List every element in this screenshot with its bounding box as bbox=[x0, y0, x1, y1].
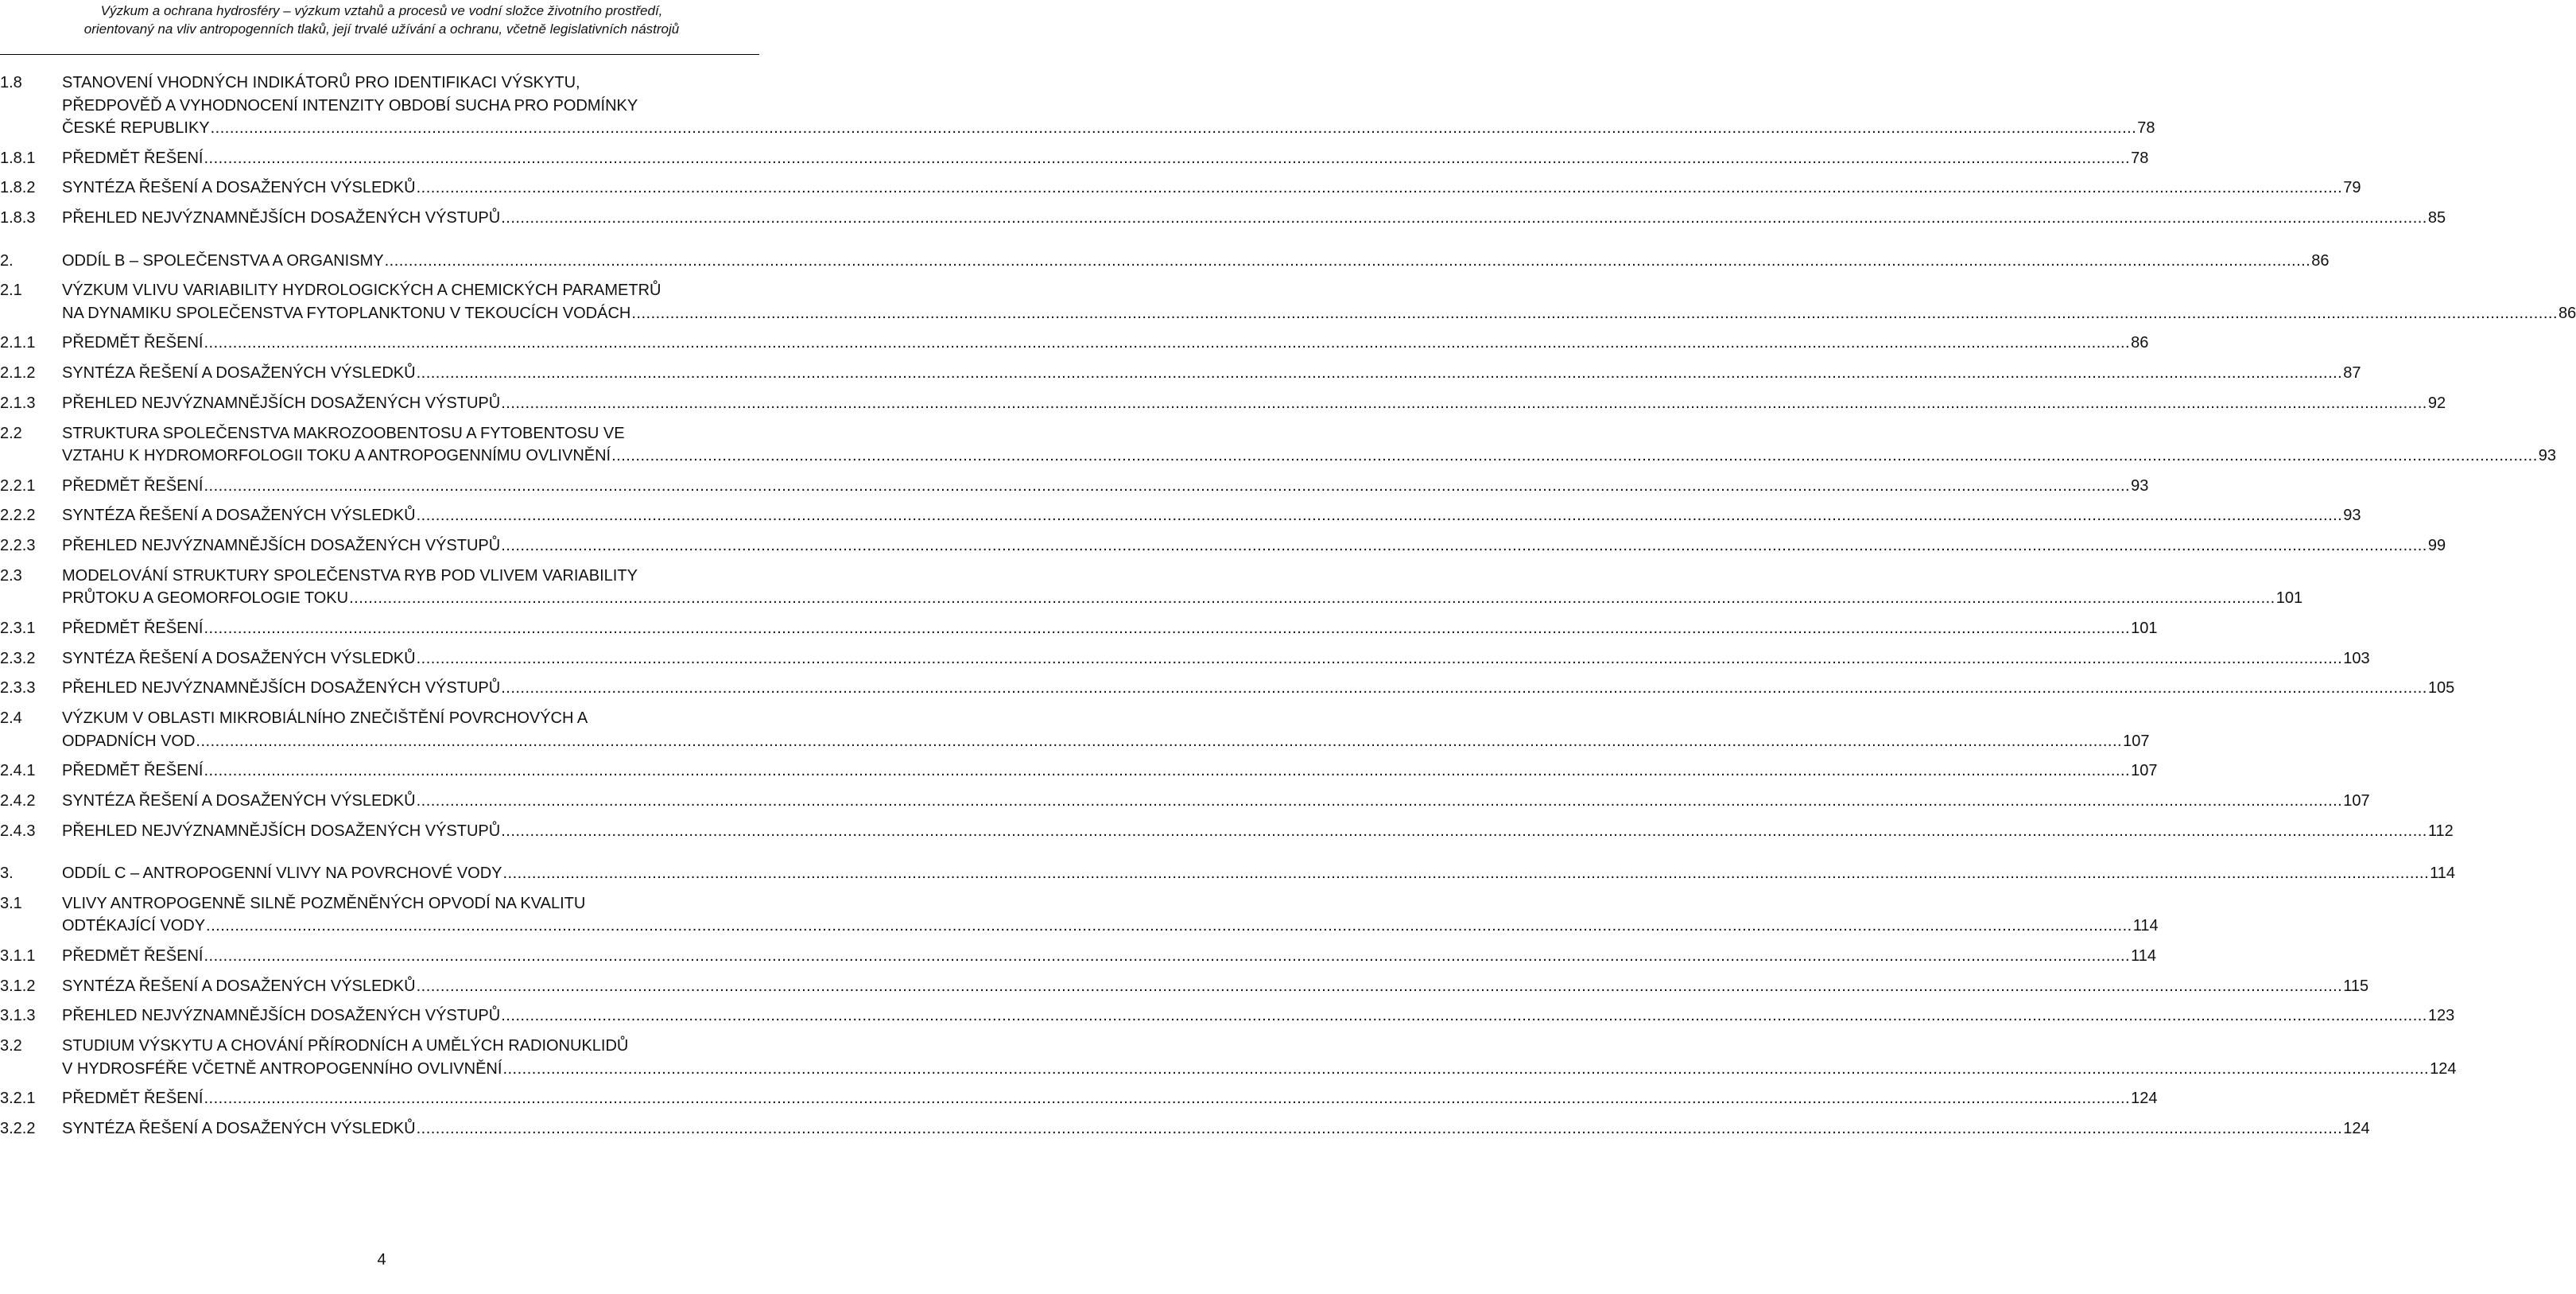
toc-entry-leader-row bbox=[62, 302, 2576, 325]
table-of-contents bbox=[0, 72, 2576, 1148]
toc-entry-title-line: SYNTÉZA ŘEŠENÍ A DOSAŽENÝCH VÝSLEDKŮ bbox=[62, 179, 416, 197]
toc-entry-title-line: VÝZKUM V OBLASTI MIKROBIÁLNÍHO ZNEČIŠTĚNÍ POVRCHOVÝCH A bbox=[62, 709, 588, 727]
toc-entry[interactable] bbox=[0, 707, 2150, 752]
toc-entry-page: 101 bbox=[2275, 589, 2303, 608]
toc-entry-leader-row bbox=[62, 760, 2158, 783]
toc-entry-number: 1.8 bbox=[0, 74, 22, 91]
toc-entry-leader-row bbox=[62, 250, 2330, 273]
toc-entry-number: 2.2.3 bbox=[0, 537, 36, 555]
header-divider bbox=[0, 54, 759, 55]
toc-entry-leader-row bbox=[62, 392, 2446, 415]
toc-entry-title-line: VLIVY ANTROPOGENNĚ SILNĚ POZMĚNĚNÝCH OPVODÍ NA KVALITU bbox=[62, 894, 586, 912]
dot-leader: ................................................................................................................................................................................................................................................................................................................................................................................................................ bbox=[502, 865, 2430, 883]
toc-entry-title-line: PŘEHLED NEJVÝZNAMNĚJŠÍCH DOSAŽENÝCH VÝSTUPŮ bbox=[62, 679, 501, 698]
running-header bbox=[0, 2, 763, 38]
toc-entry-number: 2.1 bbox=[0, 282, 22, 300]
toc-entry-title-line: SYNTÉZA ŘEŠENÍ A DOSAŽENÝCH VÝSLEDKŮ bbox=[62, 1119, 416, 1137]
dot-leader: ................................................................................................................................................................................................................................................................................................................................................................................................................ bbox=[204, 762, 2131, 780]
toc-entry[interactable] bbox=[0, 790, 2370, 813]
toc-entry-number: 2.3.2 bbox=[0, 649, 36, 667]
toc-entry-leader-row bbox=[62, 475, 2149, 498]
toc-entry-number: 3.1.2 bbox=[0, 977, 36, 995]
toc-entry[interactable] bbox=[0, 975, 2369, 998]
toc-entry[interactable] bbox=[0, 147, 2149, 170]
toc-entry-leader-row bbox=[62, 915, 2159, 938]
dot-leader: ................................................................................................................................................................................................................................................................................................................................................................................................................ bbox=[196, 732, 2123, 750]
toc-entry-number: 3.1.3 bbox=[0, 1007, 36, 1025]
toc-entry-page: 124 bbox=[2131, 1090, 2158, 1108]
toc-entry-leader-row bbox=[62, 207, 2446, 230]
toc-entry-title-line: PŘEDMĚT ŘEŠENÍ bbox=[62, 762, 204, 780]
toc-entry-page: 112 bbox=[2427, 822, 2454, 840]
toc-entry-page: 78 bbox=[2137, 119, 2155, 137]
dot-leader: ................................................................................................................................................................................................................................................................................................................................................................................................................ bbox=[416, 364, 2343, 383]
toc-entry-number: 3.1 bbox=[0, 894, 22, 912]
dot-leader: ................................................................................................................................................................................................................................................................................................................................................................................................................ bbox=[611, 447, 2538, 464]
toc-entry-number: 3. bbox=[0, 865, 14, 883]
toc-entry-page: 99 bbox=[2427, 537, 2446, 555]
toc-entry-leader-row bbox=[62, 445, 2557, 468]
dot-leader: ................................................................................................................................................................................................................................................................................................................................................................................................................ bbox=[501, 822, 2427, 840]
toc-entry-title-line: VZTAHU K HYDROMORFOLOGII TOKU A ANTROPOGENNÍMU OVLIVNĚNÍ bbox=[62, 447, 611, 464]
toc-entry-page: 79 bbox=[2343, 179, 2361, 197]
toc-entry[interactable] bbox=[0, 617, 2158, 640]
toc-entry-title-line: NA DYNAMIKU SPOLEČENSTVA FYTOPLANKTONU V TEKOUCÍCH VODÁCH bbox=[62, 304, 631, 322]
toc-entry[interactable] bbox=[0, 647, 2370, 670]
toc-entry[interactable] bbox=[0, 177, 2361, 200]
toc-entry-title-line: SYNTÉZA ŘEŠENÍ A DOSAŽENÝCH VÝSLEDKŮ bbox=[62, 364, 416, 383]
toc-entry-number: 2.4 bbox=[0, 709, 22, 727]
toc-entry-title-line: ODDÍL C – ANTROPOGENNÍ VLIVY NA POVRCHOVÉ VODY bbox=[62, 865, 502, 883]
toc-entry-title-line: PŘEHLED NEJVÝZNAMNĚJŠÍCH DOSAŽENÝCH VÝSTUPŮ bbox=[62, 537, 501, 555]
toc-entry-title-line: STANOVENÍ VHODNÝCH INDIKÁTORŮ PRO IDENTIFIKACI VÝSKYTU, bbox=[62, 74, 580, 91]
toc-entry-page: 101 bbox=[2131, 619, 2158, 637]
toc-entry-page: 87 bbox=[2343, 364, 2361, 383]
toc-entry[interactable] bbox=[0, 392, 2446, 415]
toc-entry-page: 86 bbox=[2311, 251, 2330, 270]
toc-entry-title-line: SYNTÉZA ŘEŠENÍ A DOSAŽENÝCH VÝSLEDKŮ bbox=[62, 507, 416, 525]
toc-entry-leader-row bbox=[62, 647, 2370, 670]
toc-entry-page: 124 bbox=[2343, 1119, 2370, 1137]
toc-entry-page: 114 bbox=[2430, 865, 2456, 883]
toc-entry-page: 123 bbox=[2427, 1007, 2455, 1025]
toc-entry-title-line: V HYDROSFÉŘE VČETNĚ ANTROPOGENNÍHO OVLIVNĚNÍ bbox=[62, 1059, 502, 1078]
toc-entry-title-line: MODELOVÁNÍ STRUKTURY SPOLEČENSTVA RYB POD VLIVEM VARIABILITY bbox=[62, 566, 638, 585]
toc-entry-title-line: PŘEDMĚT ŘEŠENÍ bbox=[62, 1090, 204, 1108]
dot-leader: ................................................................................................................................................................................................................................................................................................................................................................................................................ bbox=[416, 507, 2343, 525]
toc-entry-title-line: PŘEHLED NEJVÝZNAMNĚJŠÍCH DOSAŽENÝCH VÝSTUPŮ bbox=[62, 209, 501, 227]
toc-entry-page: 92 bbox=[2427, 394, 2446, 412]
dot-leader: ................................................................................................................................................................................................................................................................................................................................................................................................................ bbox=[210, 119, 2137, 137]
toc-entry[interactable] bbox=[0, 565, 2303, 610]
header-line-2: orientovaný na vliv antropogenních tlaků, její trvalé užívání a ochranu, včetně legislativních nástrojů bbox=[83, 21, 680, 37]
toc-entry-number: 3.2.2 bbox=[0, 1119, 36, 1137]
toc-entry-title-line: PŘEHLED NEJVÝZNAMNĚJŠÍCH DOSAŽENÝCH VÝSTUPŮ bbox=[62, 1007, 501, 1025]
toc-entry-page: 107 bbox=[2343, 791, 2370, 810]
toc-entry-page: 86 bbox=[2559, 304, 2576, 322]
toc-entry[interactable] bbox=[0, 1117, 2370, 1141]
toc-entry-number: 2.4.3 bbox=[0, 822, 36, 840]
toc-entry-leader-row bbox=[62, 1087, 2158, 1110]
dot-leader: ................................................................................................................................................................................................................................................................................................................................................................................................................ bbox=[384, 251, 2311, 270]
dot-leader: ................................................................................................................................................................................................................................................................................................................................................................................................................ bbox=[204, 946, 2131, 965]
toc-entry-title-line: PŘEHLED NEJVÝZNAMNĚJŠÍCH DOSAŽENÝCH VÝSTUPŮ bbox=[62, 394, 501, 412]
toc-entry-number: 3.2 bbox=[0, 1037, 22, 1055]
dot-leader: ................................................................................................................................................................................................................................................................................................................................................................................................................ bbox=[416, 179, 2343, 197]
toc-entry-page: 78 bbox=[2131, 149, 2149, 167]
toc-entry[interactable] bbox=[0, 945, 2156, 968]
toc-entry-title-line: PŘEDMĚT ŘEŠENÍ bbox=[62, 334, 204, 352]
toc-entry-page: 115 bbox=[2343, 977, 2369, 995]
toc-entry-title-line: PŘEDMĚT ŘEŠENÍ bbox=[62, 476, 204, 495]
toc-entry[interactable] bbox=[0, 1005, 2455, 1028]
toc-entry-title-line: PRŮTOKU A GEOMORFOLOGIE TOKU bbox=[62, 589, 349, 608]
toc-entry-page: 107 bbox=[2131, 762, 2158, 780]
toc-entry[interactable] bbox=[0, 475, 2149, 498]
toc-entry-leader-row bbox=[62, 587, 2303, 610]
toc-entry[interactable] bbox=[0, 820, 2454, 843]
toc-entry-number: 2.2.2 bbox=[0, 507, 36, 525]
toc-entry-number: 2.1.1 bbox=[0, 334, 36, 352]
toc-entry-leader-row bbox=[62, 534, 2446, 558]
toc-entry-title-line: ČESKÉ REPUBLIKY bbox=[62, 119, 210, 137]
toc-entry-leader-row bbox=[62, 862, 2456, 885]
toc-entry-leader-row bbox=[62, 677, 2455, 700]
dot-leader: ................................................................................................................................................................................................................................................................................................................................................................................................................ bbox=[416, 649, 2343, 667]
toc-entry[interactable] bbox=[0, 332, 2149, 355]
toc-entry[interactable] bbox=[0, 1035, 2457, 1080]
toc-entry-number: 1.8.1 bbox=[0, 149, 36, 167]
toc-entry-page: 107 bbox=[2123, 732, 2150, 750]
toc-entry-leader-row bbox=[62, 1058, 2457, 1081]
toc-entry-number: 3.1.1 bbox=[0, 946, 36, 965]
toc-entry-number: 1.8.3 bbox=[0, 209, 36, 227]
toc-entry-title-line: SYNTÉZA ŘEŠENÍ A DOSAŽENÝCH VÝSLEDKŮ bbox=[62, 791, 416, 810]
toc-entry-page: 114 bbox=[2131, 946, 2156, 965]
dot-leader: ................................................................................................................................................................................................................................................................................................................................................................................................................ bbox=[501, 537, 2427, 555]
toc-entry-title-line: PŘEHLED NEJVÝZNAMNĚJŠÍCH DOSAŽENÝCH VÝSTUPŮ bbox=[62, 822, 501, 840]
toc-entry-number: 2.1.2 bbox=[0, 364, 36, 383]
dot-leader: ................................................................................................................................................................................................................................................................................................................................................................................................................ bbox=[204, 476, 2131, 495]
toc-entry-title-line: STRUKTURA SPOLEČENSTVA MAKROZOOBENTOSU A FYTOBENTOSU VE bbox=[62, 424, 625, 442]
toc-entry-title-line: SYNTÉZA ŘEŠENÍ A DOSAŽENÝCH VÝSLEDKŮ bbox=[62, 977, 416, 995]
toc-entry-title-line: ODDÍL B – SPOLEČENSTVA A ORGANISMY bbox=[62, 251, 384, 270]
toc-entry-leader-row bbox=[62, 504, 2361, 527]
toc-entry-number: 2.1.3 bbox=[0, 394, 36, 412]
toc-entry[interactable] bbox=[0, 422, 2557, 468]
toc-entry-title-line: ODTÉKAJÍCÍ VODY bbox=[62, 917, 206, 935]
dot-leader: ................................................................................................................................................................................................................................................................................................................................................................................................................ bbox=[206, 917, 2132, 935]
dot-leader: ................................................................................................................................................................................................................................................................................................................................................................................................................ bbox=[501, 209, 2427, 227]
toc-entry-title-line: PŘEDMĚT ŘEŠENÍ bbox=[62, 149, 204, 167]
toc-entry-page: 85 bbox=[2427, 209, 2446, 227]
toc-entry-leader-row bbox=[62, 820, 2454, 843]
dot-leader: ................................................................................................................................................................................................................................................................................................................................................................................................................ bbox=[501, 1007, 2427, 1025]
toc-entry-number: 2.4.2 bbox=[0, 791, 36, 810]
toc-entry-leader-row bbox=[62, 1005, 2455, 1028]
dot-leader: ................................................................................................................................................................................................................................................................................................................................................................................................................ bbox=[204, 149, 2131, 167]
page-number: 4 bbox=[377, 1251, 386, 1269]
dot-leader: ................................................................................................................................................................................................................................................................................................................................................................................................................ bbox=[502, 1059, 2430, 1078]
toc-entry-title-line: PŘEDMĚT ŘEŠENÍ bbox=[62, 619, 204, 637]
toc-entry[interactable] bbox=[0, 250, 2330, 273]
toc-entry-number: 2.2 bbox=[0, 424, 22, 442]
toc-entry[interactable] bbox=[0, 862, 2456, 885]
toc-entry-title-line: STUDIUM VÝSKYTU A CHOVÁNÍ PŘÍRODNÍCH A UMĚLÝCH RADIONUKLIDŮ bbox=[62, 1037, 629, 1055]
toc-entry-leader-row bbox=[62, 147, 2149, 170]
toc-entry[interactable] bbox=[0, 760, 2158, 783]
toc-entry-page: 103 bbox=[2343, 649, 2370, 667]
toc-entry[interactable] bbox=[0, 72, 2155, 140]
toc-entry[interactable] bbox=[0, 504, 2361, 527]
toc-entry-page: 93 bbox=[2538, 447, 2557, 464]
toc-entry-number: 2.3.3 bbox=[0, 679, 36, 698]
toc-entry-leader-row bbox=[62, 362, 2361, 385]
toc-entry-page: 86 bbox=[2131, 334, 2149, 352]
toc-entry-title-line: VÝZKUM VLIVU VARIABILITY HYDROLOGICKÝCH A CHEMICKÝCH PARAMETRŮ bbox=[62, 282, 661, 300]
toc-entry[interactable] bbox=[0, 534, 2446, 558]
toc-entry[interactable] bbox=[0, 279, 2576, 324]
toc-entry-number: 3.2.1 bbox=[0, 1090, 36, 1108]
toc-entry-page: 93 bbox=[2343, 507, 2361, 525]
toc-entry-leader-row bbox=[62, 1117, 2370, 1141]
dot-leader: ................................................................................................................................................................................................................................................................................................................................................................................................................ bbox=[204, 1090, 2131, 1108]
toc-entry-leader-row bbox=[62, 790, 2370, 813]
toc-entry-leader-row bbox=[62, 332, 2149, 355]
toc-entry-number: 2.3.1 bbox=[0, 619, 36, 637]
dot-leader: ................................................................................................................................................................................................................................................................................................................................................................................................................ bbox=[204, 334, 2131, 352]
toc-entry-leader-row bbox=[62, 177, 2361, 200]
toc-entry-number: 2.2.1 bbox=[0, 476, 36, 495]
toc-entry-title-line: SYNTÉZA ŘEŠENÍ A DOSAŽENÝCH VÝSLEDKŮ bbox=[62, 649, 416, 667]
toc-entry-page: 124 bbox=[2430, 1059, 2457, 1078]
toc-entry-number: 2. bbox=[0, 251, 14, 270]
toc-entry-number: 2.4.1 bbox=[0, 762, 36, 780]
toc-entry-title-line: PŘEDMĚT ŘEŠENÍ bbox=[62, 946, 204, 965]
toc-entry-number: 1.8.2 bbox=[0, 179, 36, 197]
toc-entry[interactable] bbox=[0, 1087, 2158, 1110]
dot-leader: ................................................................................................................................................................................................................................................................................................................................................................................................................ bbox=[416, 791, 2343, 810]
toc-entry-page: 105 bbox=[2427, 679, 2455, 698]
toc-entry[interactable] bbox=[0, 362, 2361, 385]
toc-entry-leader-row bbox=[62, 730, 2150, 753]
toc-entry-title-line: PŘEDPOVĚĎ A VYHODNOCENÍ INTENZITY OBDOBÍ SUCHA PRO PODMÍNKY bbox=[62, 96, 638, 115]
toc-entry-page: 93 bbox=[2131, 476, 2149, 495]
toc-entry-page: 114 bbox=[2132, 917, 2159, 935]
toc-entry[interactable] bbox=[0, 207, 2446, 230]
toc-entry-leader-row bbox=[62, 945, 2156, 968]
dot-leader: ................................................................................................................................................................................................................................................................................................................................................................................................................ bbox=[204, 619, 2131, 637]
dot-leader: ................................................................................................................................................................................................................................................................................................................................................................................................................ bbox=[416, 977, 2343, 995]
toc-entry[interactable] bbox=[0, 892, 2159, 938]
header-line-1: Výzkum a ochrana hydrosféry – výzkum vztahů a procesů ve vodní složce životního prostředí, bbox=[100, 3, 663, 18]
toc-entry-leader-row bbox=[62, 617, 2158, 640]
toc-entry-number: 2.3 bbox=[0, 566, 22, 585]
toc-entry-leader-row bbox=[62, 975, 2369, 998]
dot-leader: ................................................................................................................................................................................................................................................................................................................................................................................................................ bbox=[501, 394, 2427, 412]
toc-entry[interactable] bbox=[0, 677, 2455, 700]
dot-leader: ................................................................................................................................................................................................................................................................................................................................................................................................................ bbox=[631, 304, 2558, 322]
dot-leader: ................................................................................................................................................................................................................................................................................................................................................................................................................ bbox=[349, 589, 2275, 608]
dot-leader: ................................................................................................................................................................................................................................................................................................................................................................................................................ bbox=[501, 679, 2427, 698]
toc-entry-leader-row bbox=[62, 117, 2155, 140]
toc-entry-title-line: ODPADNÍCH VOD bbox=[62, 732, 196, 750]
dot-leader: ................................................................................................................................................................................................................................................................................................................................................................................................................ bbox=[416, 1119, 2343, 1137]
